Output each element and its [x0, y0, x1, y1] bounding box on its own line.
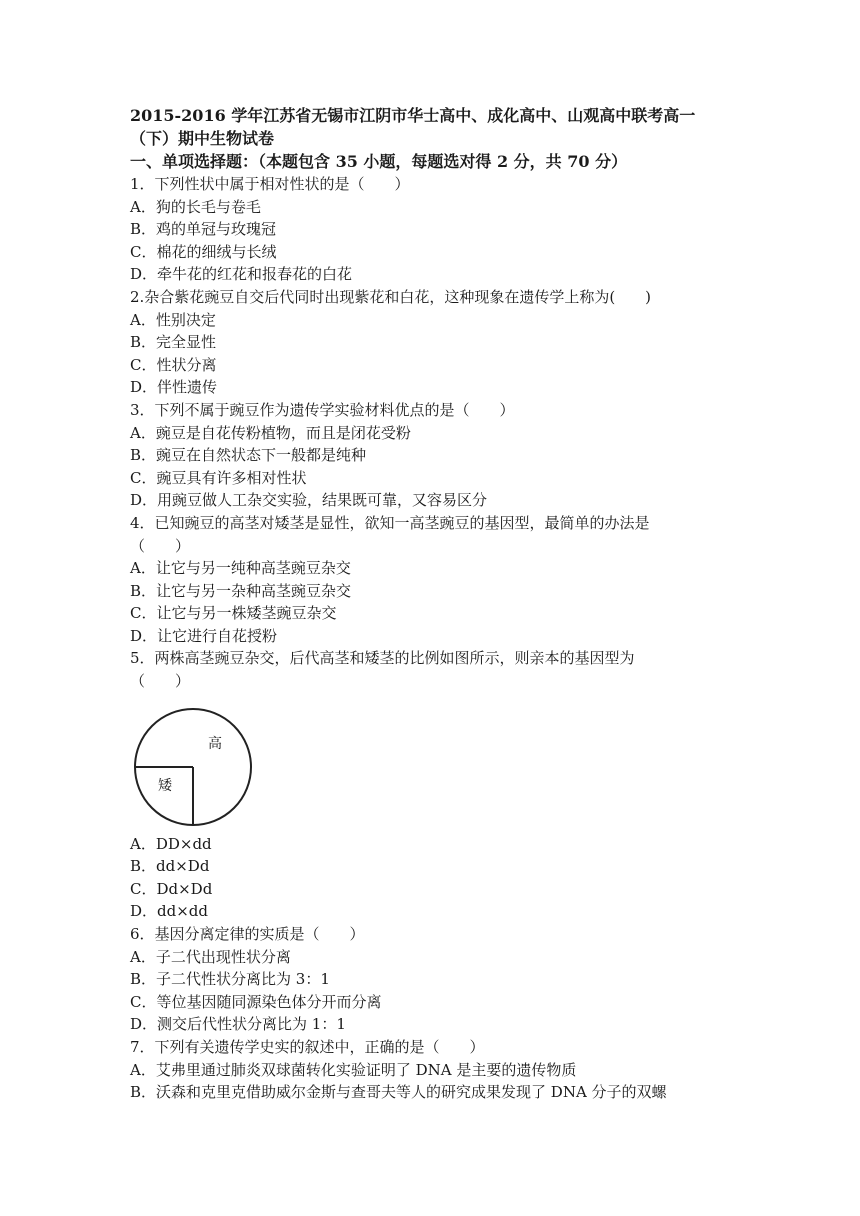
question-stem: 6．基因分离定律的实质是（ ） [130, 925, 365, 944]
answer-option: C．性状分离 [130, 355, 217, 374]
answer-option: B．dd×Dd [130, 857, 210, 876]
question-stem: （ ） [130, 536, 191, 555]
question-block [130, 512, 730, 648]
answer-option: D．测交后代性状分离比为 1：1 [130, 1015, 346, 1034]
question-block [130, 1036, 730, 1104]
question-stem: 2.杂合紫花豌豆自交后代同时出现紫花和白花，这种现象在遗传学上称为( ) [130, 287, 652, 306]
answer-option: D．牵牛花的红花和报春花的白花 [130, 265, 353, 284]
exam-page [130, 104, 730, 1104]
answer-option: A．让它与另一纯种高茎豌豆杂交 [130, 559, 351, 578]
answer-option: A．子二代出现性状分离 [130, 947, 291, 966]
answer-option: A．DD×dd [130, 834, 212, 853]
answer-option: B．完全显性 [130, 333, 217, 352]
answer-option: B．沃森和克里克借助威尔金斯与查哥夫等人的研究成果发现了 DNA 分子的双螺 [130, 1083, 667, 1102]
answer-option: C．Dd×Dd [130, 879, 213, 898]
question-block [130, 399, 730, 512]
answer-option: A．狗的长毛与卷毛 [130, 197, 261, 216]
answer-option: A．艾弗里通过肺炎双球菌转化实验证明了 DNA 是主要的遗传物质 [130, 1060, 577, 1079]
answer-option: C．等位基因随同源染色体分开而分离 [130, 992, 382, 1011]
question-block [130, 923, 730, 1036]
answer-option: D．伴性遗传 [130, 378, 218, 397]
answer-option: C．豌豆具有许多相对性状 [130, 468, 307, 487]
question-stem: 3．下列不属于豌豆作为遗传学实验材料优点的是（ ） [130, 400, 515, 419]
answer-option: D．让它进行自花授粉 [130, 626, 278, 645]
answer-option: B．鸡的单冠与玫瑰冠 [130, 220, 277, 239]
question-stem: 1．下列性状中属于相对性状的是（ ） [130, 175, 410, 193]
question-block [130, 647, 730, 923]
answer-option: B．子二代性状分离比为 3：1 [130, 970, 330, 989]
pie-label-short: 矮 [158, 777, 172, 794]
answer-option: A．豌豆是自花传粉植物，而且是闭花受粉 [130, 423, 411, 442]
answer-option: A．性别决定 [130, 310, 216, 329]
pie-figure [130, 707, 270, 827]
answer-option: D．用豌豆做人工杂交实验，结果既可靠，又容易区分 [130, 491, 488, 510]
question-stem: 5．两株高茎豌豆杂交，后代高茎和矮茎的比例如图所示，则亲本的基因型为 [130, 649, 635, 668]
pie-chart [130, 707, 270, 827]
question-block [130, 286, 730, 399]
question-stem: （ ） [130, 672, 191, 691]
pie-label-tall: 高 [208, 735, 222, 752]
section-heading: 一、单项选择题：（本题包含 35 小题，每题选对得 2 分，共 70 分） [130, 152, 628, 171]
answer-option: D．dd×dd [130, 902, 209, 921]
question-stem: 7．下列有关遗传学史实的叙述中，正确的是（ ） [130, 1038, 485, 1056]
answer-option: B．让它与另一杂种高茎豌豆杂交 [130, 581, 352, 600]
exam-title-line2: （下）期中生物试卷 [130, 129, 275, 148]
question-stem: 4．已知豌豆的高茎对矮茎是显性，欲知一高茎豌豆的基因型，最简单的办法是 [130, 513, 650, 532]
exam-title-line1: 2015-2016 学年江苏省无锡市江阴市华士高中、成化高中、山观高中联考高一 [130, 106, 696, 125]
answer-option: C．棉花的细绒与长绒 [130, 242, 277, 261]
answer-option: B．豌豆在自然状态下一般都是纯种 [130, 446, 367, 465]
answer-option: C．让它与另一株矮茎豌豆杂交 [130, 604, 337, 623]
question-list [130, 173, 730, 1104]
question-block [130, 173, 730, 286]
